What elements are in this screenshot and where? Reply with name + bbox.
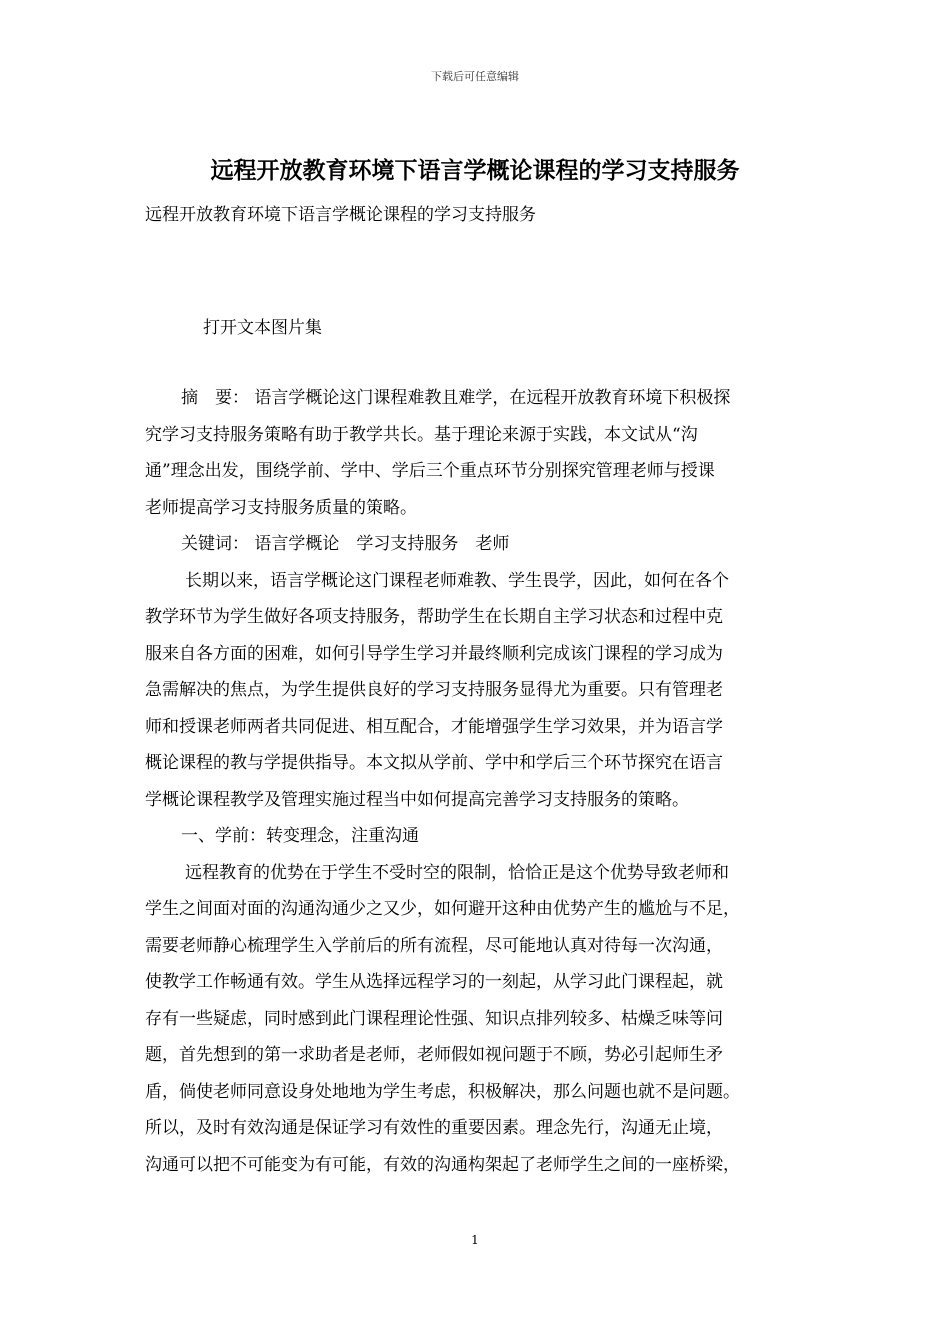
section-heading: 一、学前：转变理念，注重沟通	[181, 826, 419, 846]
image-gallery-link[interactable]: 打开文本图片集	[203, 318, 322, 338]
paragraph-line: 沟通可以把不可能变为有可能，有效的沟通构架起了老师学生之间的一座桥梁，	[145, 1154, 740, 1175]
page-number: 1	[471, 1233, 479, 1247]
paragraph-line: 题，首先想到的第一求助者是老师，老师假如视问题于不顾，势必引起师生矛	[145, 1045, 723, 1065]
abstract-line: 究学习支持服务策略有助于教学共长。基于理论来源于实践，本文试从“沟	[145, 424, 698, 445]
keywords-line: 关键词： 语言学概论 学习支持服务 老师	[181, 534, 510, 554]
abstract-line: 通”理念出发，围绕学前、学中、学后三个重点环节分别探究管理老师与授课	[145, 461, 715, 481]
abstract-line: 老师提高学习支持服务质量的策略。	[145, 497, 417, 518]
paragraph-line: 教学环节为学生做好各项支持服务，帮助学生在长期自主学习状态和过程中克	[145, 607, 723, 627]
header-note: 下载后可任意编辑	[431, 70, 519, 83]
page-title: 远程开放教育环境下语言学概论课程的学习支持服务	[210, 158, 740, 184]
abstract-line: 摘 要： 语言学概论这门课程难教且难学，在远程开放教育环境下积极探	[181, 388, 731, 408]
article-body	[145, 380, 813, 1183]
paragraph-line: 学概论课程教学及管理实施过程当中如何提高完善学习支持服务的策略。	[145, 789, 689, 810]
paragraph-line: 使教学工作畅通有效。学生从选择远程学习的一刻起，从学习此门课程起，就	[145, 972, 723, 992]
paragraph-line: 概论课程的教与学提供指导。本文拟从学前、学中和学后三个环节探究在语言	[145, 753, 723, 773]
subtitle: 远程开放教育环境下语言学概论课程的学习支持服务	[145, 205, 536, 225]
paragraph-line: 学生之间面对面的沟通沟通少之又少，如何避开这种由优势产生的尴尬与不足，	[145, 899, 740, 919]
paragraph-line: 长期以来，语言学概论这门课程老师难教、学生畏学，因此，如何在各个	[185, 570, 729, 591]
paragraph-line: 需要老师静心梳理学生入学前后的所有流程，尽可能地认真对待每一次沟通，	[145, 935, 723, 956]
paragraph-line: 急需解决的焦点，为学生提供良好的学习支持服务显得尤为重要。只有管理老	[145, 680, 723, 700]
paragraph-line: 远程教育的优势在于学生不受时空的限制，恰恰正是这个优势导致老师和	[185, 862, 729, 883]
paragraph-line: 盾，倘使老师同意设身处地地为学生考虑，积极解决，那么问题也就不是问题。	[145, 1081, 740, 1102]
paragraph-line: 存有一些疑虑，同时感到此门课程理论性强、知识点排列较多、枯燥乏味等问	[145, 1008, 723, 1029]
paragraph-line: 所以，及时有效沟通是保证学习有效性的重要因素。理念先行，沟通无止境，	[145, 1118, 723, 1138]
paragraph-line: 师和授课老师两者共同促进、相互配合，才能增强学生学习效果，并为语言学	[145, 716, 723, 737]
paragraph-line: 服来自各方面的困难，如何引导学生学习并最终顺利完成该门课程的学习成为	[145, 643, 723, 664]
